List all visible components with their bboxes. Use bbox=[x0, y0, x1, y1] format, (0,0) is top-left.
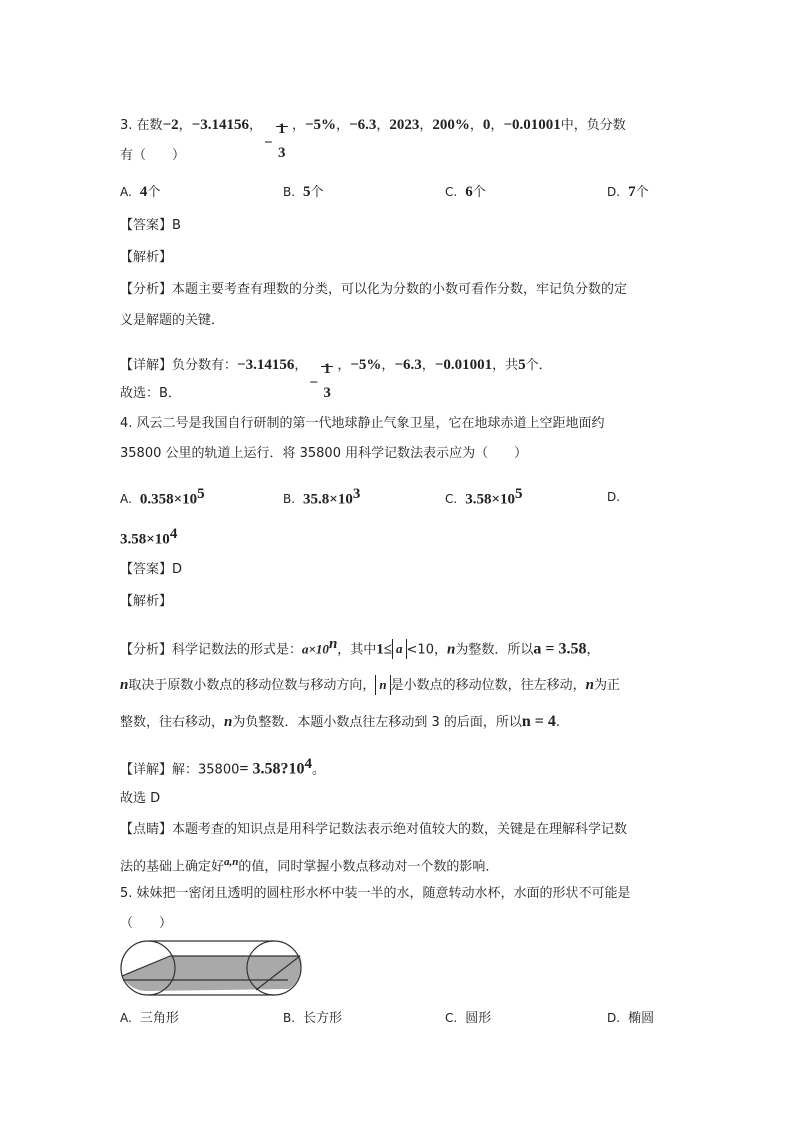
q3-num-3: −5% bbox=[304, 117, 337, 133]
q3-number: 3. bbox=[120, 118, 133, 133]
q3-answer: 【答案】B bbox=[120, 218, 181, 233]
q3-analysis-line2: 义是解题的关键． bbox=[120, 313, 225, 328]
q3-stem-pre: 在数 bbox=[136, 118, 163, 133]
q3-stem-line2: 有（ ） bbox=[120, 148, 186, 163]
q3-num-5: 2023 bbox=[389, 117, 420, 133]
q5-stem-line1: 5. 妹妹把一密闭且透明的圆柱形水杯中装一半的水，随意转动水杯，水面的形状不可能是 bbox=[120, 886, 631, 901]
q4-analysis-line1: 【分析】科学记数法的形式是：$a\times 10^n$，其中1≤ a <10，n为整数．所以a = 3.58， bbox=[120, 636, 600, 658]
q5-stem-line2: （ ） bbox=[120, 916, 173, 931]
q3-jiexi: 【解析】 bbox=[120, 250, 173, 265]
q4-analysis-line2: n取决于原数小数点的移动位数与移动方向， n 是小数点的移动位数，往左移动，n为正 bbox=[120, 677, 620, 693]
cylinder-cup-figure bbox=[118, 940, 304, 1000]
q4-stem-line2: 35800 公里的轨道上运行．将 35800 用科学记数法表示应为（ ） bbox=[120, 446, 528, 461]
q4-analysis-line3: 整数，往右移动，n为负整数．本题小数点往左移动到 3 的后面，所以n = 4. bbox=[120, 713, 561, 730]
q3-detail: 【详解】负分数有：−3.14156， − 1 3 ，−5%，−6.3，−0.01001，共5个． bbox=[120, 340, 552, 390]
water-surface bbox=[122, 956, 302, 991]
q3-num-7: 0 bbox=[482, 117, 491, 133]
q4-option-d-value: $3.58\times 10^4$ bbox=[120, 526, 178, 548]
q3-stem-mid: 中，负分数 bbox=[560, 118, 626, 133]
q4-jiexi: 【解析】 bbox=[120, 594, 173, 609]
q3-option-b: B. 5个 bbox=[283, 184, 324, 200]
q4-abs-n: n bbox=[375, 675, 390, 695]
q5-option-d: D. 椭圆 bbox=[607, 1011, 655, 1026]
q5-option-b: B. 长方形 bbox=[283, 1011, 343, 1026]
q4-abs-a: a bbox=[392, 639, 407, 659]
q4-dianjing-line1: 【点睛】本题考查的知识点是用科学记数法表示绝对值较大的数，关键是在理解科学记数 bbox=[120, 822, 628, 837]
q3-detail-fraction: − 1 3 bbox=[307, 344, 337, 388]
q3-option-a: A. 4个 bbox=[120, 184, 161, 200]
q3-option-d: D. 7个 bbox=[607, 184, 649, 200]
q3-analysis-line1: 【分析】本题主要考查有理数的分类，可以化为分数的小数可看作分数，牢记负分数的定 bbox=[120, 282, 628, 297]
q3-fraction: − 1 3 bbox=[262, 104, 292, 148]
q4-answer: 【答案】D bbox=[120, 562, 183, 577]
q3-num-6: 200% bbox=[432, 117, 470, 133]
q3-num-4: −6.3 bbox=[349, 117, 377, 133]
q3-choose: 故选：B． bbox=[120, 386, 181, 401]
q3-stem-line1: 3. 在数−2，−3.14156， − 1 3 ，−5%，−6.3，2023，200%，0，−0.01001中，负分数 bbox=[120, 100, 626, 150]
q4-dianjing-line2: 法的基础上确定好$^{a,n}$的值，同时掌握小数点移动对一个数的影响． bbox=[120, 856, 499, 875]
q3-num-8: −0.01001 bbox=[503, 117, 561, 133]
q4-stem-line1: 4. 风云二号是我国自行研制的第一代地球静止气象卫星，它在地球赤道上空距地面约 bbox=[120, 416, 605, 431]
q4-option-c: C. $3.58\times 10^5$ bbox=[445, 486, 523, 508]
q4-option-b: B. $35.8\times 10^3$ bbox=[283, 486, 361, 508]
q4-option-a: A. $0.358\times 10^5$ bbox=[120, 486, 205, 508]
q4-choose: 故选 D bbox=[120, 791, 161, 806]
q4-detail: 【详解】解：$35800= 3.58?10^4$。 bbox=[120, 756, 325, 778]
q5-option-a: A. 三角形 bbox=[120, 1011, 179, 1026]
q3-num-2: −3.14156 bbox=[191, 117, 249, 133]
q4-option-d: D. bbox=[607, 490, 621, 504]
q3-option-c: C. 6个 bbox=[445, 184, 486, 200]
q3-num-1: −2 bbox=[162, 117, 179, 133]
q5-option-c: C. 圆形 bbox=[445, 1011, 492, 1026]
